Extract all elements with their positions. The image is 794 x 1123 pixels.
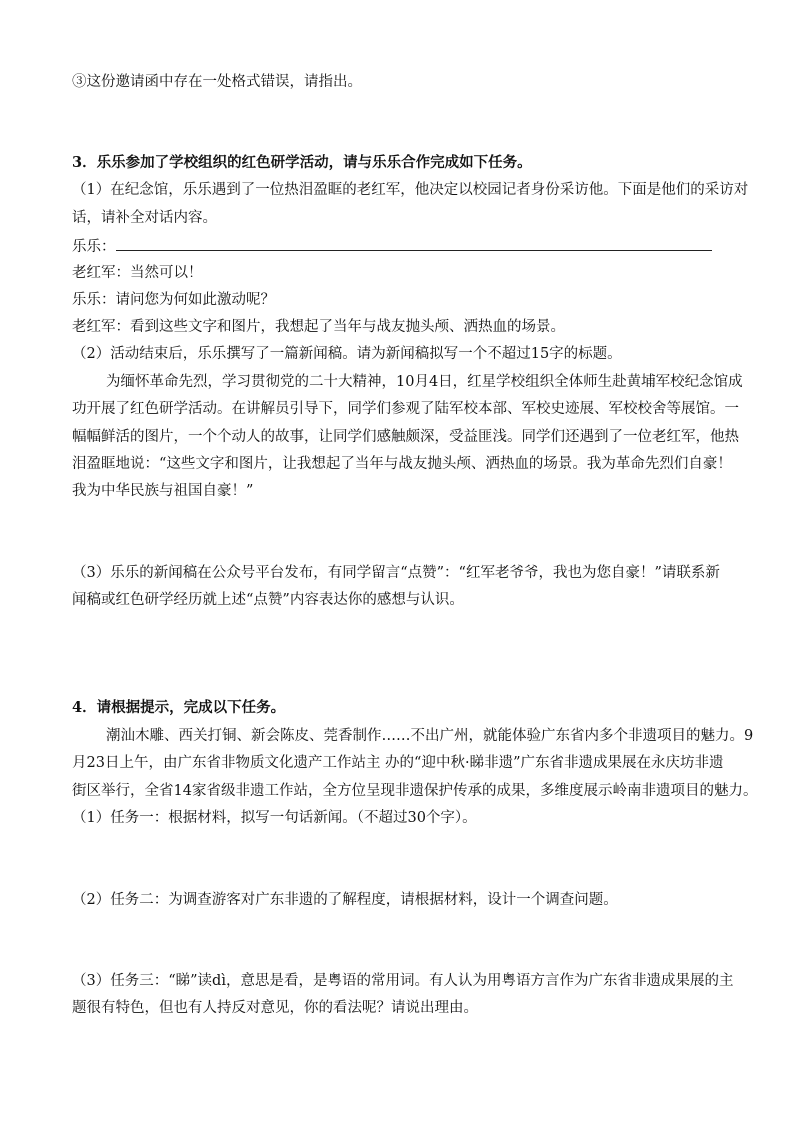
dialogue-lele-2: 乐乐：请问您为何如此激动呢？ [72,292,275,308]
dialogue-veteran-1: 老红军：当然可以！ [72,265,203,281]
dialogue-lele-answer-line [72,236,712,257]
q4-task2: （2）任务二：为调查游客对广东非遗的了解程度，请根据材料，设计一个调查问题。 [72,892,618,908]
question3-heading: 3．乐乐参加了学校组织的红色研学活动，请与乐乐合作完成如下任务。 [72,154,532,171]
answer-blank[interactable] [116,236,712,251]
news-paragraph-line1: 为缅怀革命先烈，学习贯彻党的二十大精神，10月4日，红星学校组织全体师生赴黄埔军校纪念馆成 [106,374,743,390]
q4-task3-line2: 题很有特色，但也有人持反对意见，你的看法呢？请说出理由。 [72,1000,478,1016]
q4-material-line2: 月23日上午，由广东省非物质文化遗产工作站主 办的“迎中秋·睇非遗”广东省非遗成果展在永庆坊非遗 [72,755,724,771]
news-paragraph-line4: 泪盈眶地说：“这些文字和图片，让我想起了当年与战友抛头颅、洒热血的场景。我为革命先烈们自豪！ [72,456,732,472]
news-paragraph-line5: 我为中华民族与祖国自豪！” [72,483,254,499]
q4-material-line1: 潮汕木雕、西关打铜、新会陈皮、莞香制作……不出广州，就能体验广东省内多个非遗项目的魅力。9 [106,728,754,744]
q3-part2: （2）活动结束后，乐乐撰写了一篇新闻稿。请为新闻稿拟写一个不超过15字的标题。 [72,346,622,362]
q4-task1: （1）任务一：根据材料，拟写一句话新闻。（不超过30个字）。 [72,810,477,826]
question4-heading: 4．请根据提示，完成以下任务。 [72,699,286,716]
q4-material-line3: 街区举行，全省14家省级非遗工作站，全方位呈现非遗保护传承的成果，多维度展示岭南非遗项目的魅力。 [72,783,758,799]
question2-item3: ③这份邀请函中存在一处格式错误，请指出。 [72,74,362,90]
news-paragraph-line3: 幅幅鲜活的图片，一个个动人的故事，让同学们感触颇深，受益匪浅。同学们还遇到了一位老红军，他热 [72,429,739,445]
q3-part1-line2: 话，请补全对话内容。 [72,210,217,226]
news-paragraph-line2: 功开展了红色研学活动。在讲解员引导下，同学们参观了陆军校本部、军校史迹展、军校校舍等展馆。一 [72,401,739,417]
q3-part3-line1: （3）乐乐的新闻稿在公众号平台发布，有同学留言“点赞”：“红军老爷爷，我也为您自豪！”请联系新 [72,565,720,581]
lele-label: 乐乐： [72,239,116,255]
q4-task3-line1: （3）任务三：“睇”读dì，意思是看，是粤语的常用词。有人认为用粤语方言作为广东省非遗成果展的主 [72,973,734,989]
q3-part1-line1: （1）在纪念馆，乐乐遇到了一位热泪盈眶的老红军，他决定以校园记者身份采访他。下面是他们的采访对 [72,182,749,198]
q3-part3-line2: 闻稿或红色研学经历就上述“点赞”内容表达你的感想与认识。 [72,592,464,608]
dialogue-veteran-2: 老红军：看到这些文字和图片，我想起了当年与战友抛头颅、洒热血的场景。 [72,319,565,335]
